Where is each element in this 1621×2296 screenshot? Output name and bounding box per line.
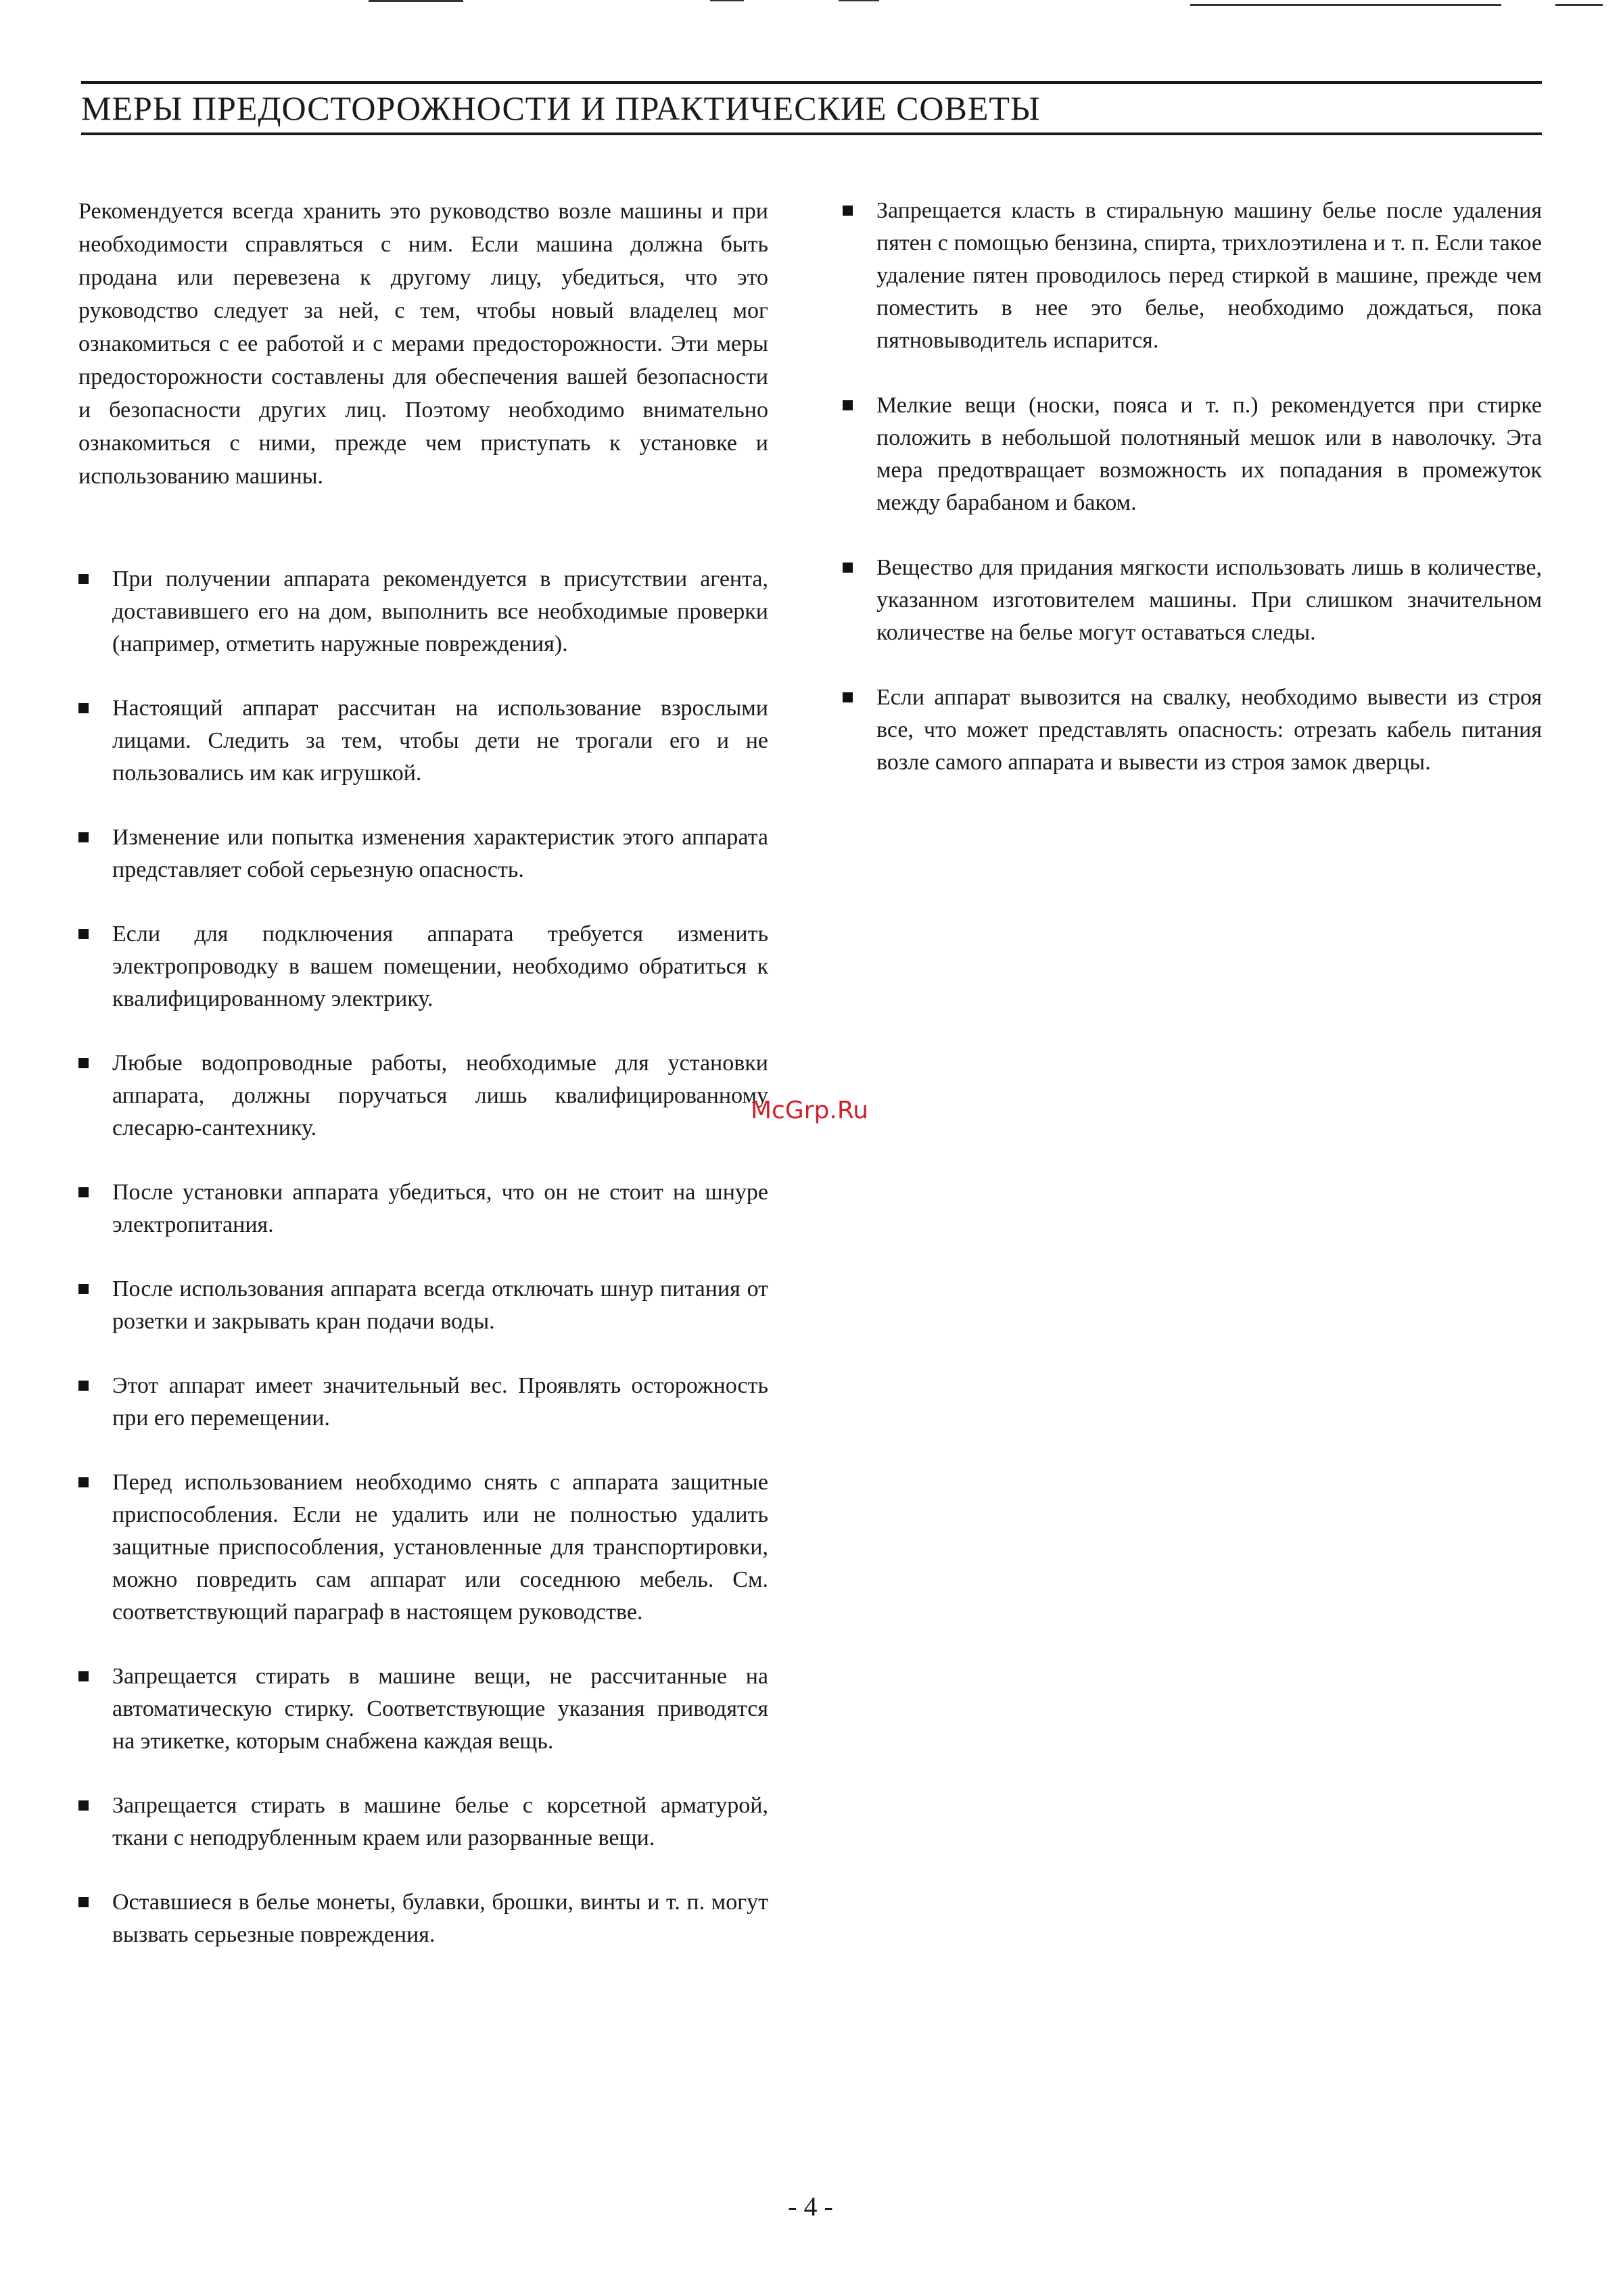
list-item bbox=[78, 1790, 768, 1855]
list-item-text: После установки аппарата убедиться, что он не стоит на шнуре электропитания. bbox=[112, 1180, 768, 1237]
list-item-text: Этот аппарат имеет значительный вес. Проявлять осторожность при его перемещении. bbox=[112, 1373, 768, 1431]
square-bullet-icon bbox=[78, 1671, 89, 1681]
right-column bbox=[843, 195, 1542, 811]
list-item-text: Оставшиеся в белье монеты, булавки, брошки, винты и т. п. могут вызвать серьезные повреждения. bbox=[112, 1890, 768, 1947]
list-item bbox=[78, 1370, 768, 1435]
scan-artifact-line bbox=[839, 0, 879, 1]
square-bullet-icon bbox=[78, 1187, 89, 1197]
list-item-text: При получении аппарата рекомендуется в присутствии агента, доставившего его на дом, выполнить все необходимые проверки (например, отметить наружные повреждения). bbox=[112, 567, 768, 656]
page-title: МЕРЫ ПРЕДОСТОРОЖНОСТИ И ПРАКТИЧЕСКИЕ СОВЕТЫ bbox=[81, 89, 1041, 127]
square-bullet-icon bbox=[78, 1897, 89, 1907]
square-bullet-icon bbox=[843, 563, 853, 573]
watermark: McGrp.Ru bbox=[751, 1097, 869, 1124]
list-item bbox=[843, 681, 1542, 779]
square-bullet-icon bbox=[78, 703, 89, 713]
list-item bbox=[843, 552, 1542, 649]
square-bullet-icon bbox=[78, 1477, 89, 1487]
list-item-text: Запрещается класть в стиральную машину белье после удаления пятен с помощью бензина, спирта, трихлоэтилена и т. п. Если такое удаление пятен проводилось перед стиркой в машине, прежде чем поместить в нее это белье, необходимо дождаться, пока пятновыводитель испарится. bbox=[876, 198, 1542, 353]
square-bullet-icon bbox=[78, 1058, 89, 1068]
list-item bbox=[78, 821, 768, 886]
list-item-text: Настоящий аппарат рассчитан на использование взрослыми лицами. Следить за тем, чтобы дети не трогали его и не пользовались им как игрушкой. bbox=[112, 696, 768, 786]
title-rule-top bbox=[81, 81, 1542, 84]
scan-artifact-line bbox=[1555, 4, 1603, 6]
list-item-text: Запрещается стирать в машине белье с корсетной арматурой, ткани с неподрубленным краем или разорванные вещи. bbox=[112, 1793, 768, 1850]
square-bullet-icon bbox=[78, 929, 89, 939]
list-item bbox=[78, 692, 768, 790]
list-item-text: Вещество для придания мягкости использовать лишь в количестве, указанном изготовителем машины. При слишком значительном количестве на белье могут оставаться следы. bbox=[876, 555, 1542, 645]
list-item bbox=[78, 1886, 768, 1951]
list-item bbox=[78, 1273, 768, 1338]
list-item-text: После использования аппарата всегда отключать шнур питания от розетки и закрывать кран подачи воды. bbox=[112, 1276, 768, 1334]
intro-paragraph: Рекомендуется всегда хранить это руководство возле машины и при необходимости справляться с ним. Если машина должна быть продана или перевезена к другому лицу, убедиться, что это руководство следует за ней, с тем, чтобы новый владелец мог ознакомиться с ее работой и с мерами предосторожности. Эти меры предосторожности составлены для обеспечения вашей безопасности и безопасности других лиц. Поэтому необходимо внимательно ознакомиться с ними, прежде чем приступать к установке и использованию машины. bbox=[78, 199, 768, 489]
scan-artifact-line bbox=[1190, 4, 1501, 6]
list-item-text: Если аппарат вывозится на свалку, необходимо вывести из строя все, что может представлять опасность: отрезать кабель питания возле самого аппарата и вывести из строя замок дверцы. bbox=[876, 685, 1542, 775]
page-number: - 4 - bbox=[788, 2191, 833, 2222]
square-bullet-icon bbox=[843, 400, 853, 410]
square-bullet-icon bbox=[843, 206, 853, 216]
list-item-text: Запрещается стирать в машине вещи, не рассчитанные на автоматическую стирку. Соответствующие указания приводятся на этикетке, которым снабжена каждая вещь. bbox=[112, 1664, 768, 1754]
list-item bbox=[78, 1660, 768, 1758]
list-item bbox=[78, 918, 768, 1015]
scan-artifact-line bbox=[710, 0, 744, 1]
list-item bbox=[843, 389, 1542, 519]
list-item-text: Если для подключения аппарата требуется изменить электропроводку в вашем помещении, необходимо обратиться к квалифицированному электрику. bbox=[112, 922, 768, 1011]
list-item bbox=[843, 195, 1542, 357]
square-bullet-icon bbox=[843, 692, 853, 702]
list-item bbox=[78, 1466, 768, 1629]
square-bullet-icon bbox=[78, 574, 89, 584]
left-column bbox=[78, 195, 768, 1983]
list-item bbox=[78, 1047, 768, 1145]
square-bullet-icon bbox=[78, 832, 89, 842]
square-bullet-icon bbox=[78, 1800, 89, 1811]
list-item-text: Изменение или попытка изменения характеристик этого аппарата представляет собой серьезную опасность. bbox=[112, 825, 768, 882]
list-item bbox=[78, 563, 768, 661]
title-rule-bottom bbox=[81, 133, 1542, 135]
list-item-text: Перед использованием необходимо снять с аппарата защитные приспособления. Если не удалить или не полностью удалить защитные приспособления, установленные для транспортировки, можно повредить сам аппарат или соседнюю мебель. См. соответствующий параграф в настоящем руководстве. bbox=[112, 1470, 768, 1625]
square-bullet-icon bbox=[78, 1284, 89, 1294]
list-item bbox=[78, 1176, 768, 1241]
scan-artifact-line bbox=[369, 0, 463, 2]
square-bullet-icon bbox=[78, 1381, 89, 1391]
list-item-text: Любые водопроводные работы, необходимые для установки аппарата, должны поручаться лишь квалифицированному слесарю-сантехнику. bbox=[112, 1051, 768, 1141]
list-item-text: Мелкие вещи (носки, пояса и т. п.) рекомендуется при стирке положить в небольшой полотняный мешок или в наволочку. Эта мера предотвращает возможность их попадания в промежуток между барабаном и баком. bbox=[876, 393, 1542, 515]
